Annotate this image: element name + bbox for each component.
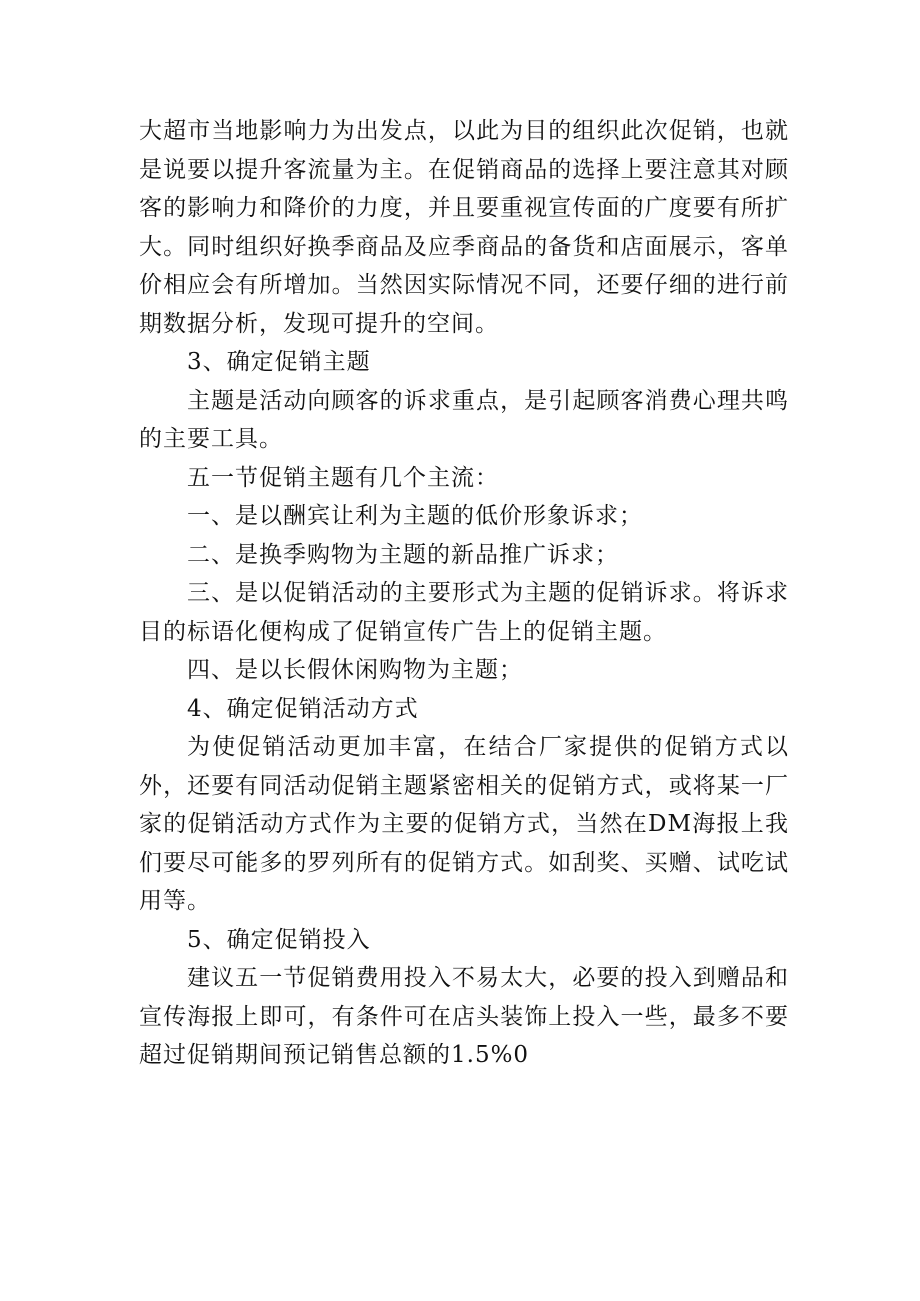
body-paragraph: 大超市当地影响力为出发点，以此为目的组织此次促销，也就是说要以提升客流量为主。在促销商品的选择上要注意其对顾客的影响力和降价的力度，并且要重视宣传面的广度要有所扩大。同时组织好换季商品及应季商品的备货和店面展示，客单价相应会有所增加。当然因实际情况不同，还要仔细的进行前期数据分析，发现可提升的空间。 — [139, 118, 789, 337]
list-item-3: 三、是以促销活动的主要形式为主题的促销诉求。将诉求目的标语化便构成了促销宣传广告上的促销主题。 — [139, 580, 789, 645]
document-body — [139, 112, 789, 1075]
list-item-4: 四、是以长假休闲购物为主题； — [187, 657, 523, 683]
body-paragraph: 五一节促销主题有几个主流： — [187, 464, 499, 491]
list-item-2: 二、是换季购物为主题的新品推广诉求； — [187, 541, 619, 568]
body-paragraph: 建议五一节促销费用投入不易太大，必要的投入到赠品和宣传海报上即可，有条件可在店头装饰上投入一些，最多不要超过促销期间预记销售总额的1.5%0 — [139, 965, 789, 1068]
section-heading-4: 4、确定促销活动方式 — [187, 695, 419, 722]
body-paragraph: 为使促销活动更加丰富，在结合厂家提供的促销方式以外，还要有同活动促销主题紧密相关的促销方式，或将某一厂家的促销活动方式作为主要的促销方式，当然在DM海报上我们要尽可能多的罗列所有的促销方式。如刮奖、买赠、试吃试用等。 — [139, 734, 789, 914]
section-heading-5: 5、确定促销投入 — [187, 926, 371, 953]
body-paragraph: 主题是活动向顾客的诉求重点，是引起顾客消费心理共鸣的主要工具。 — [139, 387, 789, 452]
list-item-1: 一、是以酬宾让利为主题的低价形象诉求； — [187, 503, 643, 529]
section-heading-3: 3、确定促销主题 — [187, 349, 371, 375]
